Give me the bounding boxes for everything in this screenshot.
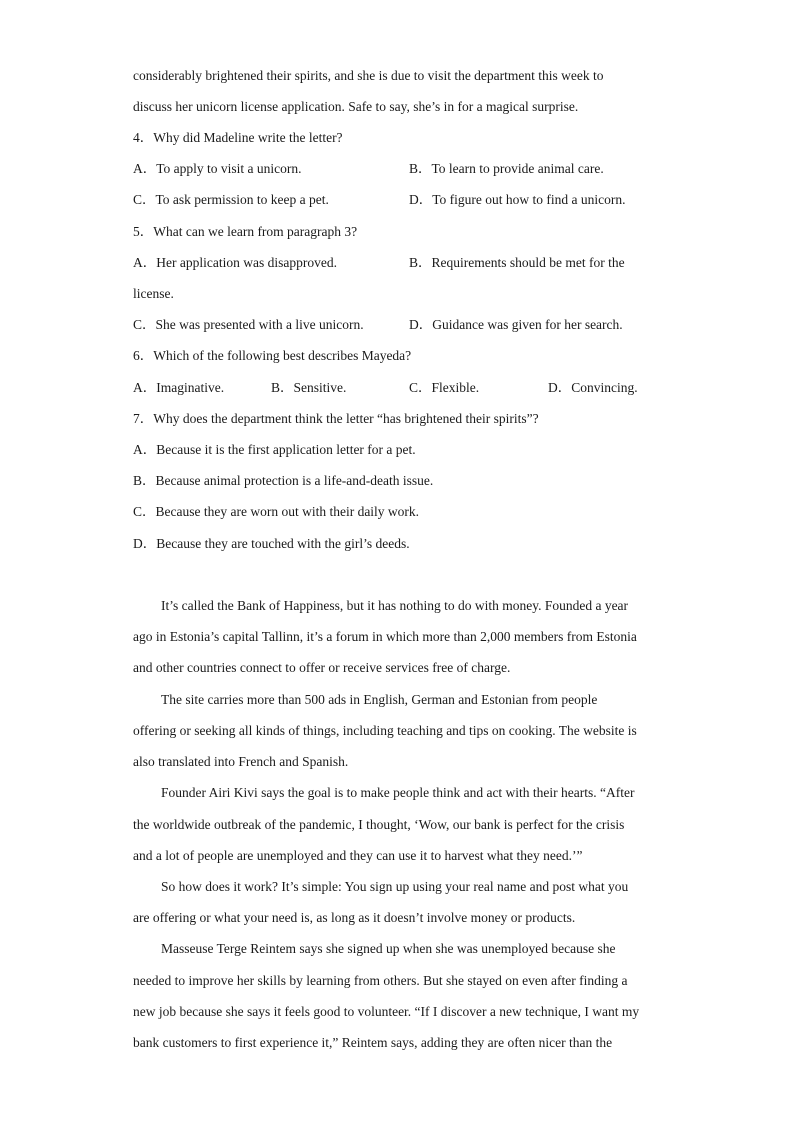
question-4-option-d: D．To figure out how to find a unicorn. <box>409 192 626 207</box>
passage-d-line: Masseuse Terge Reintem says she signed up when she was unemployed because she <box>161 941 616 956</box>
question-6-option-a: A．Imaginative. <box>133 380 225 395</box>
passage-d-line: the worldwide outbreak of the pandemic, I thought, ‘Wow, our bank is perfect for the crisis <box>133 817 625 832</box>
passage-d-line: Founder Airi Kivi says the goal is to make people think and act with their hearts. “After <box>161 785 635 800</box>
question-6-option-b: B．Sensitive. <box>271 380 347 395</box>
question-7-stem: 7．Why does the department think the letter “has brightened their spirits”? <box>133 411 539 426</box>
question-4-option-c: C．To ask permission to keep a pet. <box>133 192 329 207</box>
question-5-option-d: D．Guidance was given for her search. <box>409 317 623 332</box>
question-5-option-b-wrap: license. <box>133 286 174 301</box>
passage-d-line: The site carries more than 500 ads in English, German and Estonian from people <box>161 692 598 707</box>
passage-d-line: bank customers to first experience it,” Reintem says, adding they are often nicer than the <box>133 1035 613 1050</box>
question-5-option-c: C．She was presented with a live unicorn. <box>133 317 364 332</box>
question-7-option-b: B．Because animal protection is a life-and-death issue. <box>133 473 434 488</box>
passage-d-line: and a lot of people are unemployed and they can use it to harvest what they need.’” <box>133 848 583 863</box>
question-4-option-a: A．To apply to visit a unicorn. <box>133 161 302 176</box>
passage-d-line: and other countries connect to offer or receive services free of charge. <box>133 660 511 675</box>
question-7-option-d: D．Because they are touched with the girl’s deeds. <box>133 536 410 551</box>
question-5-option-a: A．Her application was disapproved. <box>133 255 337 270</box>
question-4-stem: 4．Why did Madeline write the letter? <box>133 130 343 145</box>
passage-d-line: also translated into French and Spanish. <box>133 754 349 769</box>
question-6-option-d: D．Convincing. <box>548 380 638 395</box>
question-7-option-c: C．Because they are worn out with their daily work. <box>133 504 420 519</box>
question-5-option-b: B．Requirements should be met for the <box>409 255 625 270</box>
question-6-stem: 6．Which of the following best describes Mayeda? <box>133 348 412 363</box>
question-7-option-a: A．Because it is the first application letter for a pet. <box>133 442 416 457</box>
question-4-option-b: B．To learn to provide animal care. <box>409 161 604 176</box>
passage-c-line: considerably brightened their spirits, and she is due to visit the department this week to <box>133 68 604 83</box>
passage-d-line: offering or seeking all kinds of things, including teaching and tips on cooking. The website is <box>133 723 637 738</box>
passage-d-line: are offering or what your need is, as long as it doesn’t involve money or products. <box>133 910 576 925</box>
passage-d-line: needed to improve her skills by learning from others. But she stayed on even after finding a <box>133 973 628 988</box>
passage-c-line: discuss her unicorn license application. Safe to say, she’s in for a magical surprise. <box>133 99 579 114</box>
question-5-stem: 5．What can we learn from paragraph 3? <box>133 224 358 239</box>
question-6-option-c: C．Flexible. <box>409 380 480 395</box>
passage-d-line: It’s called the Bank of Happiness, but it has nothing to do with money. Founded a year <box>161 598 629 613</box>
passage-d-line: So how does it work? It’s simple: You sign up using your real name and post what you <box>161 879 629 894</box>
passage-d-line: new job because she says it feels good to volunteer. “If I discover a new technique, I want my <box>133 1004 640 1019</box>
passage-d-line: ago in Estonia’s capital Tallinn, it’s a forum in which more than 2,000 members from Estonia <box>133 629 637 644</box>
